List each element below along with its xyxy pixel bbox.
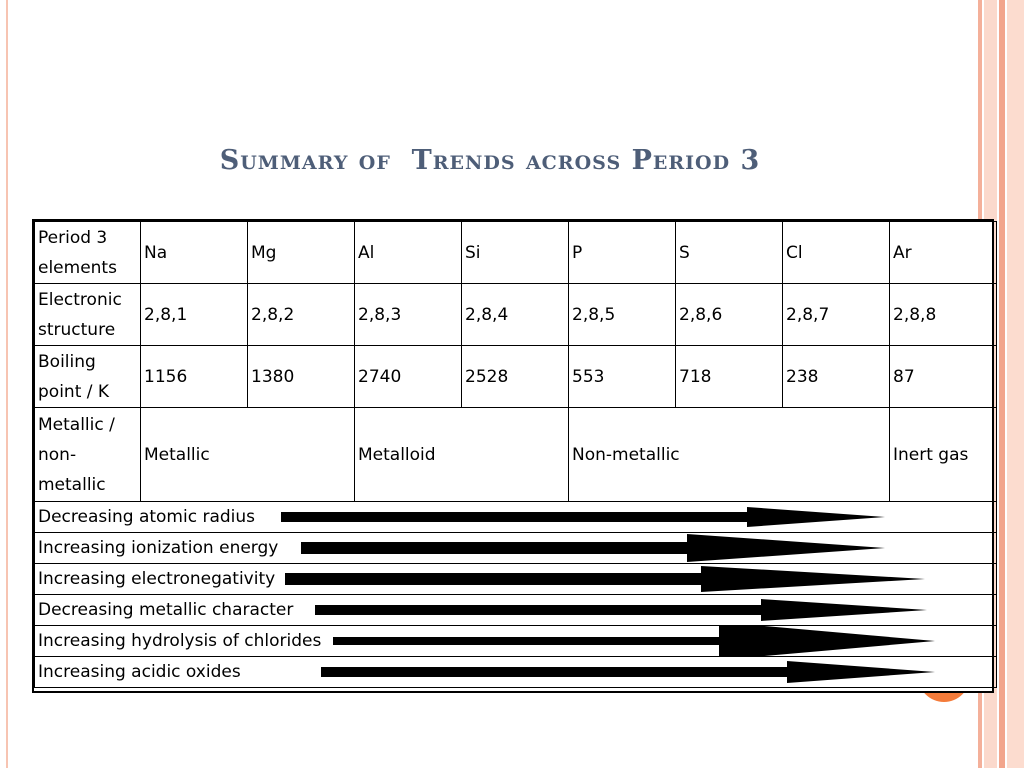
boiling-cell: 2528 [462, 346, 569, 408]
trend-row [35, 626, 997, 657]
structure-cell: 2,8,5 [569, 284, 676, 346]
boiling-cell: 1156 [141, 346, 248, 408]
element-cell: Al [355, 222, 462, 284]
row-label-period3: Period 3 elements [35, 222, 141, 284]
table-row-metallic [35, 408, 997, 502]
trend-row [35, 657, 997, 688]
trend-label: Increasing acidic oxides [38, 657, 241, 687]
row-label-electronic-structure: Electronic structure [35, 284, 141, 346]
trend-row [35, 533, 997, 564]
table-row-elements [35, 222, 997, 284]
structure-cell: 2,8,4 [462, 284, 569, 346]
trend-row [35, 564, 997, 595]
structure-cell: 2,8,2 [248, 284, 355, 346]
group-inert-gas: Inert gas [890, 408, 997, 502]
row-label-metallic: Metallic / non-metallic [35, 408, 141, 502]
boiling-cell: 553 [569, 346, 676, 408]
group-metalloid: Metalloid [355, 408, 569, 502]
trend-label: Decreasing metallic character [38, 595, 293, 625]
trend-row [35, 595, 997, 626]
element-cell: Mg [248, 222, 355, 284]
trend-arrow [321, 657, 935, 687]
structure-cell: 2,8,8 [890, 284, 997, 346]
trend-label: Decreasing atomic radius [38, 502, 255, 532]
boiling-cell: 238 [783, 346, 890, 408]
element-cell: Si [462, 222, 569, 284]
trend-row [35, 502, 997, 533]
slide-title: Summary of Trends across Period 3 [219, 145, 761, 176]
boiling-cell: 1380 [248, 346, 355, 408]
trend-label: Increasing ionization energy [38, 533, 278, 563]
row-label-boiling-point: Boiling point / K [35, 346, 141, 408]
trend-label: Increasing hydrolysis of chlorides [38, 626, 321, 656]
element-cell: P [569, 222, 676, 284]
trend-arrow [285, 564, 925, 594]
table-row-boiling-point [35, 346, 997, 408]
left-decor-line [6, 0, 8, 768]
boiling-cell: 2740 [355, 346, 462, 408]
trend-arrow [315, 595, 927, 625]
element-cell: Cl [783, 222, 890, 284]
table-row-electronic-structure [35, 284, 997, 346]
trends-table [32, 219, 994, 693]
boiling-cell: 87 [890, 346, 997, 408]
structure-cell: 2,8,6 [676, 284, 783, 346]
group-metallic: Metallic [141, 408, 355, 502]
group-non-metallic: Non-metallic [569, 408, 890, 502]
structure-cell: 2,8,1 [141, 284, 248, 346]
structure-cell: 2,8,7 [783, 284, 890, 346]
element-cell: Na [141, 222, 248, 284]
trend-arrow [281, 502, 885, 532]
trend-arrow [301, 533, 885, 563]
element-cell: S [676, 222, 783, 284]
trend-arrow [333, 626, 935, 656]
boiling-cell: 718 [676, 346, 783, 408]
element-cell: Ar [890, 222, 997, 284]
trend-label: Increasing electronegativity [38, 564, 275, 594]
structure-cell: 2,8,3 [355, 284, 462, 346]
